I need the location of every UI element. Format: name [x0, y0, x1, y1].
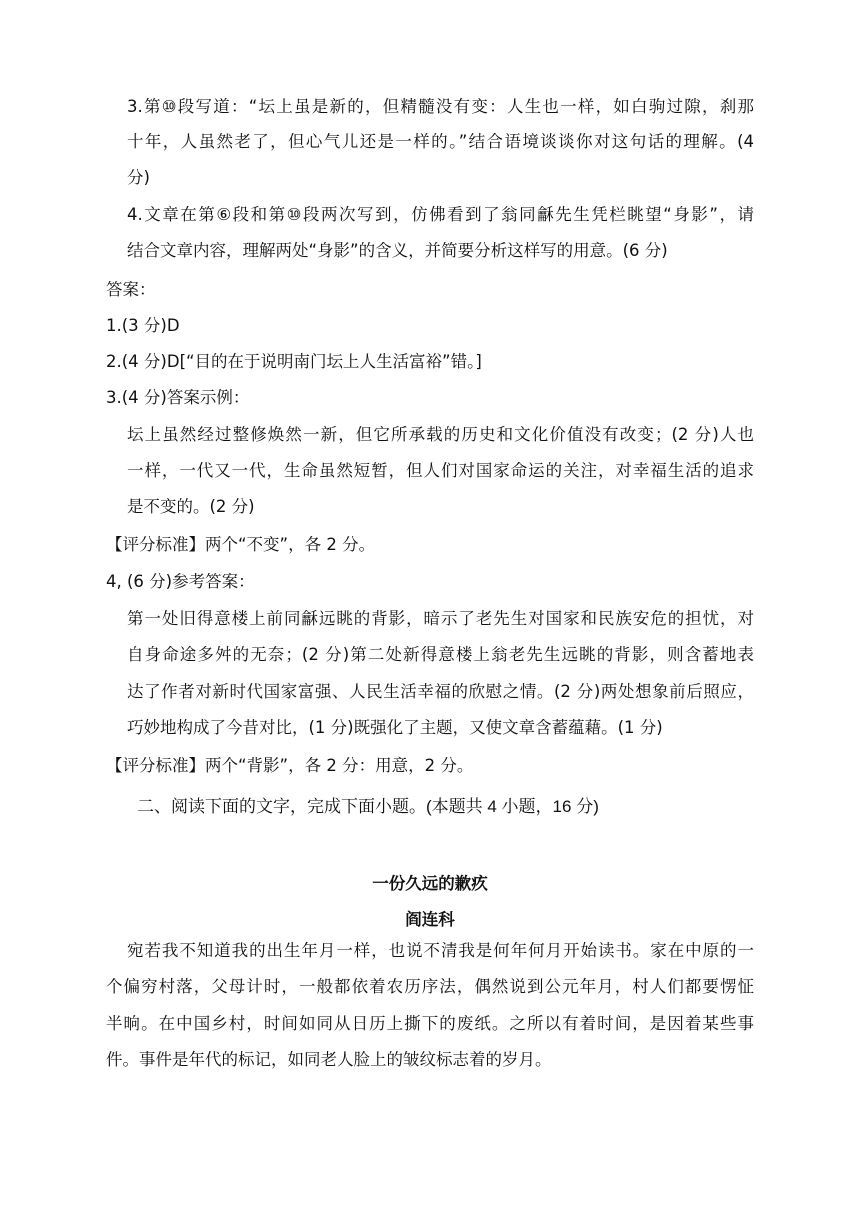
answer-3-scoring-criteria: 【评分标准】两个“不变”，各 2 分。: [106, 535, 376, 554]
article-paragraph-line-2: 个偏穷村落，父母计时，一般都依着农历序法，偶然说到公元年月，村人们都要愣怔: [106, 977, 754, 996]
article-paragraph-line-1: 宛若我不知道我的出生年月一样，也说不清我是何年何月开始读书。家在中原的一: [127, 941, 754, 960]
answer-4-body-line-4: 巧妙地构成了今昔对比，(1 分)既强化了主题，又使文章含蓄蕴藉。(1 分): [127, 718, 663, 737]
answer-1: 1.(3 分)D: [106, 316, 180, 335]
answer-4-heading: 4, (6 分)参考答案：: [106, 572, 255, 591]
answer-3-body-line-3: 是不变的。(2 分): [127, 497, 255, 516]
question-3-line-1: 3.第⑩段写道：“坛上虽是新的，但精髓没有变：人生也一样，如白驹过隙，刹那: [127, 97, 754, 116]
question-3-line-2: 十年，人虽然老了，但心气儿还是一样的。”结合语境谈谈你对这句话的理解。(4: [127, 132, 754, 151]
article-paragraph-line-4: 件。事件是年代的标记，如同老人脸上的皱纹标志着的岁月。: [106, 1050, 552, 1069]
article-paragraph-line-3: 半晌。在中国乡村，时间如同从日历上撕下的废纸。之所以有着时间，是因着某些事: [106, 1014, 754, 1033]
answer-4-scoring-criteria: 【评分标准】两个“背影”，各 2 分：用意，2 分。: [106, 756, 474, 775]
section-2-heading: 二、阅读下面的文字，完成下面小题。(本题共 4 小题，16 分): [137, 797, 599, 816]
article-author: 阎连科: [405, 910, 455, 929]
question-3-line-3: 分): [127, 168, 150, 187]
answer-3-heading: 3.(4 分)答案示例：: [106, 388, 250, 407]
question-4-line-2: 结合文章内容，理解两处“身影”的含义，并简要分析这样写的用意。(6 分): [127, 241, 668, 260]
answer-4-body-line-3: 达了作者对新时代国家富强、人民生活幸福的欣慰之情。(2 分)两处想象前后照应，: [127, 682, 754, 701]
answers-heading: 答案：: [106, 280, 156, 299]
answer-4-body-line-2: 自身命途多舛的无奈；(2 分)第二处新得意楼上翁老先生远眺的背影，则含蓄地表: [127, 645, 754, 664]
answer-4-body-line-1: 第一处旧得意楼上前同龢远眺的背影，暗示了老先生对国家和民族安危的担忧，对: [127, 609, 754, 628]
answer-2: 2.(4 分)D[“目的在于说明南门坛上人生活富裕”错。]: [106, 352, 482, 371]
article-title: 一份久远的歉疚: [372, 874, 488, 893]
question-4-line-1: 4.文章在第⑥段和第⑩段两次写到，仿佛看到了翁同龢先生凭栏眺望“身影”，请: [127, 205, 754, 224]
answer-3-body-line-2: 一样，一代又一代，生命虽然短暂，但人们对国家命运的关注，对幸福生活的追求: [127, 461, 754, 480]
answer-3-body-line-1: 坛上虽然经过整修焕然一新，但它所承载的历史和文化价值没有改变；(2 分)人也: [127, 425, 754, 444]
